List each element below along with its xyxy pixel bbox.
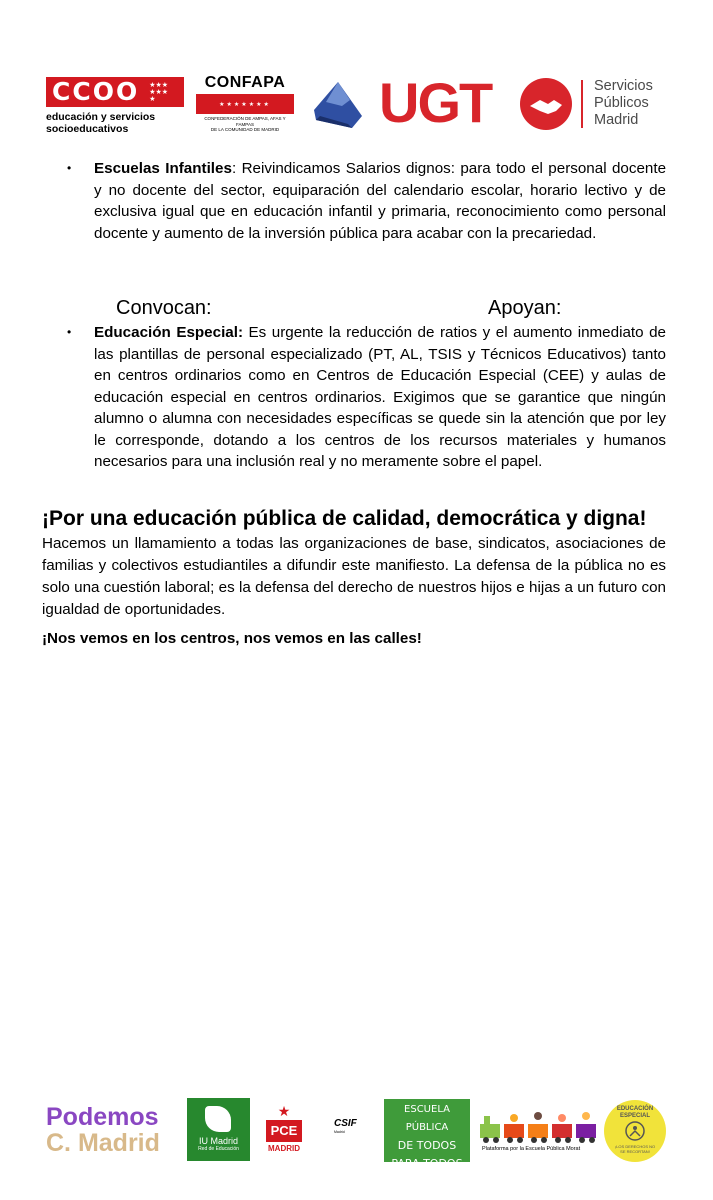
sp-line-1: Servicios xyxy=(594,78,653,94)
podemos-logo xyxy=(46,1104,160,1156)
bullet-text: Reivindicamos Salarios dignos: para todo el personal docente y no docente del sector, equiparación del calendario escolar, horario lectivo y de exclusiva igual que en educación infantil y primaria, reconocimiento como personal docente y aumento de la inversión pública para acabar con la precariedad. xyxy=(94,160,667,242)
csif-wordmark: CSIF xyxy=(334,1118,357,1129)
handshake-icon xyxy=(520,78,572,130)
pce-sub: MADRID xyxy=(268,1144,300,1153)
bullet-term: Escuelas Infantiles xyxy=(94,160,232,177)
bullet-separator: : xyxy=(231,160,237,177)
apoyan-label: Apoyan: xyxy=(488,297,562,319)
confapa-subtitle xyxy=(196,116,294,133)
escuela-publica-line-1: ESCUELA PÚBLICA xyxy=(404,1104,450,1133)
convocan-label: Convocan: xyxy=(116,297,212,319)
iu-line-1: IU Madrid xyxy=(198,1136,238,1146)
iu-leaf-icon xyxy=(205,1106,231,1132)
bullet-educacion-especial xyxy=(94,322,666,473)
iu-line-2: Red de Educación xyxy=(198,1146,239,1152)
edesp-title: EDUCACIÓN ESPECIAL xyxy=(616,1106,654,1119)
docentes-madrid-logo xyxy=(312,80,364,130)
iu-madrid-logo xyxy=(187,1098,250,1161)
call-to-action-paragraph: Hacemos un llamamiento a todas las organizaciones de base, sindicatos, asociaciones de familias y colectivos estudiantiles a difundir este manifiesto. La defensa de la pública no es solo una cuestión laboral; es la defensa del derecho de nuestros hijos e hijas a un futuro con igualdad de oportunidades. xyxy=(42,535,666,618)
servicios-publicos-madrid-logo xyxy=(594,78,653,129)
plataforma-morat-logo xyxy=(478,1106,600,1156)
bullet-escuelas-infantiles xyxy=(94,158,666,244)
confapa-subtitle-line-1: CONFEDERACIÓN DE AMPAS, AFAS Y FAMPAS xyxy=(204,116,286,127)
bullet-text: Es urgente la reducción de ratios y el aumento inmediato de las plantillas de personal especializado (PT, AL, TSIS y Técnicos Educativos) tanto en centros ordinarios como en Centros de Educación Especial (CEE) y aulas de educación especial en centros ordinarios. Exigimos que se garantice que ningún alumno o alumna con necesidades específicas se quede sin la atención que por ley le corresponde, dotando a los centros de los recursos materiales y humanos necesarios para una inclusión real y no meramente sobre el papel. xyxy=(94,324,666,470)
escuela-publica-line-2: DE TODOS xyxy=(397,1139,457,1152)
morat-caption: Plataforma por la Escuela Pública Morat xyxy=(482,1146,581,1152)
ccoo-wordmark: CCOO xyxy=(52,77,140,106)
sp-line-3: Madrid xyxy=(594,112,639,128)
ccoo-logo-box xyxy=(46,77,184,107)
ugt-wordmark: UGT xyxy=(379,71,492,134)
edesp-sub: ¡LOS DERECHOS NO SE RECORTAN! xyxy=(614,1144,656,1154)
podemos-line-2: C. Madrid xyxy=(46,1129,160,1157)
ccoo-logo xyxy=(46,77,184,135)
escuela-publica-logo xyxy=(384,1099,470,1170)
red-star-icon: ★ xyxy=(277,1103,291,1119)
escuela-publica-line-3: PARA TODOS xyxy=(391,1157,463,1170)
sp-line-2: Públicos xyxy=(594,95,649,111)
children-circle-icon xyxy=(624,1120,646,1142)
bullet-term: Educación Especial: xyxy=(94,324,244,341)
slogan-heading: ¡Por una educación pública de calidad, democrática y digna! xyxy=(42,507,647,530)
ugt-divider xyxy=(581,80,583,128)
confapa-logo xyxy=(196,74,294,133)
header-logos xyxy=(46,71,666,136)
csif-sub: Madrid xyxy=(334,1130,345,1134)
csif-logo xyxy=(334,1118,368,1146)
pce-mark: PCE xyxy=(266,1120,302,1142)
educacion-especial-logo xyxy=(604,1100,666,1162)
ccoo-subtitle xyxy=(46,111,184,135)
madrid-flag-icon: ★★★★★★★ xyxy=(196,94,294,114)
ccoo-subtitle-line-2: socioeducativos xyxy=(46,123,129,135)
madrid-stars-icon: ★★★★★★★ xyxy=(149,81,169,103)
confapa-wordmark: CONFAPA xyxy=(204,74,286,91)
closing-line: ¡Nos vemos en los centros, nos vemos en las calles! xyxy=(42,630,422,647)
train-icon xyxy=(478,1106,600,1146)
pce-madrid-logo xyxy=(262,1104,306,1160)
podemos-line-1: Podemos xyxy=(46,1103,159,1131)
confapa-subtitle-line-2: DE LA COMUNIDAD DE MADRID xyxy=(210,127,280,132)
ccoo-subtitle-line-1: educación y servicios xyxy=(46,111,156,123)
